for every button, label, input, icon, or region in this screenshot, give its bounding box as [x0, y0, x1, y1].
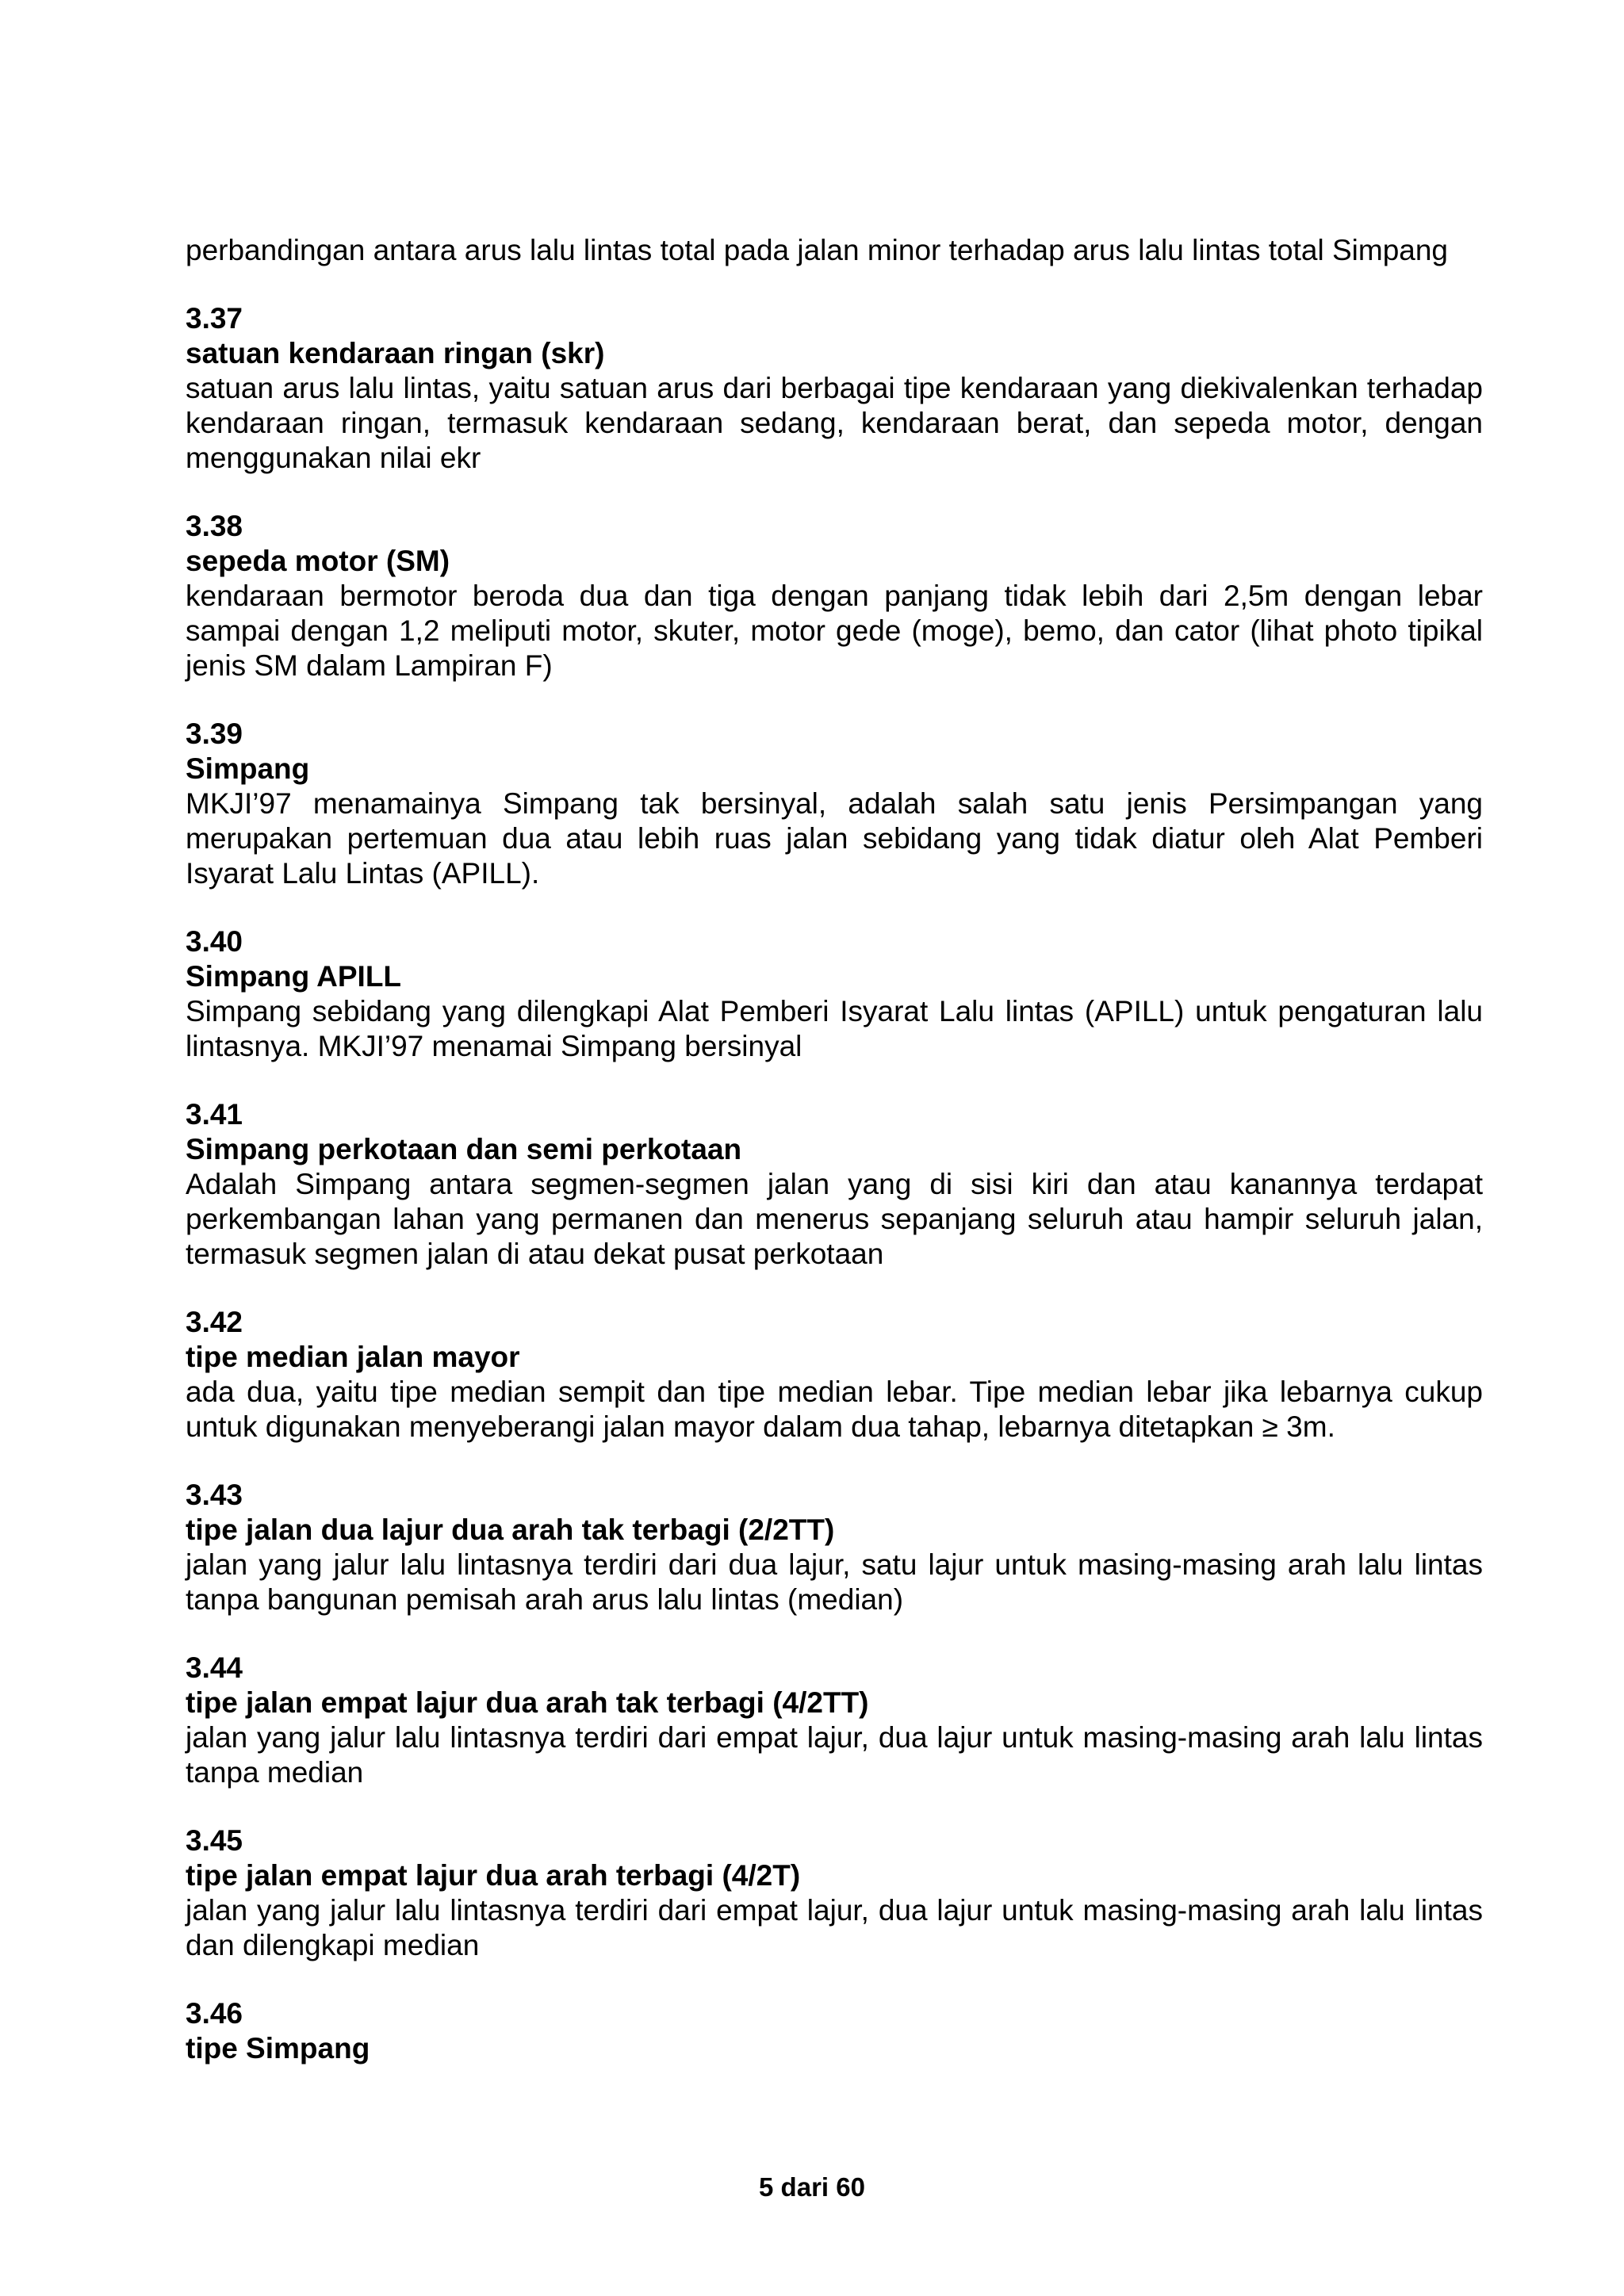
intro-paragraph: perbandingan antara arus lalu lintas total pada jalan minor terhadap arus lalu lintas total Simpang [186, 234, 1449, 266]
definition-entry [186, 717, 1483, 891]
entry-term: tipe jalan empat lajur dua arah tak terbagi (4/2TT) [186, 1686, 869, 1719]
entry-number: 3.45 [186, 1824, 243, 1857]
entry-term: Simpang [186, 752, 310, 785]
entry-number: 3.43 [186, 1479, 243, 1511]
entry-definition: Adalah Simpang antara segmen-segmen jalan yang di sisi kiri dan atau kanannya terdapat perkembangan lahan yang permanen dan menerus sepanjang seluruh atau hampir seluruh jalan, termasuk segmen jalan di atau dekat pusat perkotaan [186, 1168, 1483, 1270]
entry-number: 3.39 [186, 718, 243, 750]
entry-number: 3.41 [186, 1098, 243, 1131]
definition-entry [186, 1305, 1483, 1445]
definition-entry [186, 1996, 1483, 2066]
entry-term: tipe median jalan mayor [186, 1341, 520, 1373]
definition-entry [186, 924, 1483, 1064]
entry-term: sepeda motor (SM) [186, 545, 450, 577]
entry-definition: jalan yang jalur lalu lintasnya terdiri dari empat lajur, dua lajur untuk masing-masing arah lalu lintas dan dilengkapi median [186, 1894, 1483, 1961]
definition-entry [186, 301, 1483, 476]
entry-definition: satuan arus lalu lintas, yaitu satuan arus dari berbagai tipe kendaraan yang diekivalenkan terhadap kendaraan ringan, termasuk kendaraan sedang, kendaraan berat, dan sepeda motor, dengan menggunakan nilai ekr [186, 372, 1483, 474]
entry-number: 3.38 [186, 510, 243, 542]
definition-entry [186, 1478, 1483, 1617]
definition-entry [186, 509, 1483, 683]
entry-number: 3.40 [186, 925, 243, 958]
entry-term: Simpang perkotaan dan semi perkotaan [186, 1133, 742, 1165]
entry-term: tipe jalan empat lajur dua arah terbagi (4/2T) [186, 1859, 801, 1892]
entry-definition: ada dua, yaitu tipe median sempit dan tipe median lebar. Tipe median lebar jika lebarnya cukup untuk digunakan menyeberangi jalan mayor dalam dua tahap, lebarnya ditetapkan ≥ 3m. [186, 1376, 1483, 1443]
entry-number: 3.37 [186, 302, 243, 335]
entry-definition: Simpang sebidang yang dilengkapi Alat Pemberi Isyarat Lalu lintas (APILL) untuk pengaturan lalu lintasnya. MKJI’97 menamai Simpang bersinyal [186, 995, 1483, 1062]
page-content [186, 233, 1483, 2099]
entry-number: 3.44 [186, 1651, 243, 1684]
definition-entry [186, 1823, 1483, 1963]
entry-definition: jalan yang jalur lalu lintasnya terdiri dari dua lajur, satu lajur untuk masing-masing arah lalu lintas tanpa bangunan pemisah arah arus lalu lintas (median) [186, 1548, 1483, 1616]
entry-term: satuan kendaraan ringan (skr) [186, 337, 605, 369]
entry-definition: kendaraan bermotor beroda dua dan tiga dengan panjang tidak lebih dari 2,5m dengan lebar sampai dengan 1,2 meliputi motor, skuter, motor gede (moge), bemo, dan cator (lihat photo tipikal jenis SM dalam Lampiran F) [186, 580, 1483, 682]
entry-term: tipe jalan dua lajur dua arah tak terbagi (2/2TT) [186, 1513, 835, 1546]
definition-entry [186, 1097, 1483, 1272]
definition-entry [186, 1651, 1483, 1790]
entry-definition: jalan yang jalur lalu lintasnya terdiri dari empat lajur, dua lajur untuk masing-masing arah lalu lintas tanpa median [186, 1721, 1483, 1789]
entry-definition: MKJI’97 menamainya Simpang tak bersinyal, adalah salah satu jenis Persimpangan yang merupakan pertemuan dua atau lebih ruas jalan sebidang yang tidak diatur oleh Alat Pemberi Isyarat Lalu Lintas (APILL). [186, 787, 1483, 890]
entry-number: 3.42 [186, 1306, 243, 1338]
entry-number: 3.46 [186, 1997, 243, 2030]
page-number: 5 dari 60 [759, 2172, 865, 2202]
entry-term: Simpang APILL [186, 960, 402, 993]
entry-term: tipe Simpang [186, 2032, 370, 2064]
